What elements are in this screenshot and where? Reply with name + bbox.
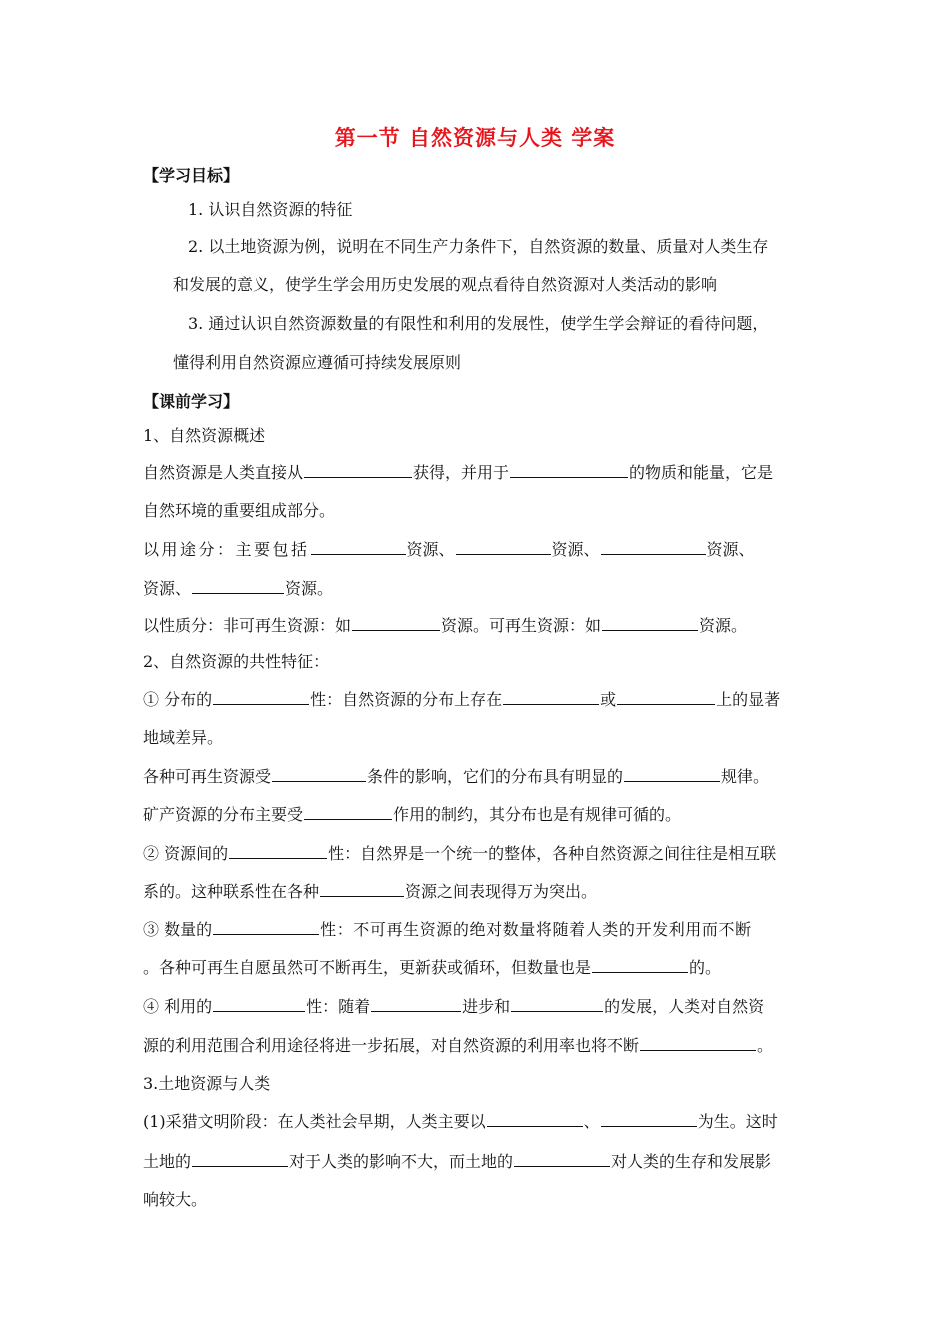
blank[interactable] xyxy=(456,538,551,555)
goal-3-line-2: 懂得利用自然资源应遵循可持续发展原则 xyxy=(173,353,462,372)
blank[interactable] xyxy=(304,461,412,478)
page-title: 第一节 自然资源与人类 学案 xyxy=(334,125,616,150)
goal-2-line-2: 和发展的意义，使学生学会用历史发展的观点看待自然资源对人类活动的影响 xyxy=(173,275,718,294)
para-line: ① 分布的 性：自然资源的分布上存在 或 上的显著 xyxy=(143,690,781,709)
blank[interactable] xyxy=(320,880,404,897)
blank[interactable] xyxy=(311,538,406,555)
blank[interactable] xyxy=(192,577,284,594)
blank[interactable] xyxy=(601,538,706,555)
blank[interactable] xyxy=(213,688,309,705)
goal-3-line-1: 3. 通过认识自然资源数量的有限性和利用的发展性，使学生学会辩证的看待问题， xyxy=(188,314,769,333)
para-line: 响较大。 xyxy=(143,1190,208,1209)
para-line: 以用途分：主要包括 资源、 资源、 资源、 xyxy=(143,540,755,559)
para-line: ③ 数量的 性：不可再生资源的绝对数量将随着人类的开发利用而不断 xyxy=(143,920,752,939)
para-line: ④ 利用的 性：随着 进步和 的发展，人类对自然资 xyxy=(143,997,765,1016)
blank[interactable] xyxy=(640,1034,756,1051)
para-line: 地域差异。 xyxy=(143,728,224,747)
goal-2-line-1: 2. 以土地资源为例，说明在不同生产力条件下，自然资源的数量、质量对人类生存 xyxy=(188,237,769,256)
para-line: 。各种可再生自愿虽然可不断再生，更新获或循环，但数量也是 的。 xyxy=(143,958,722,977)
blank[interactable] xyxy=(304,803,392,820)
blank[interactable] xyxy=(487,1110,583,1127)
subheading-2: 2、自然资源的共性特征： xyxy=(143,652,330,671)
blank[interactable] xyxy=(352,614,440,631)
blank[interactable] xyxy=(503,688,599,705)
para-line: 自然资源是人类直接从 获得，并用于 的物质和能量，它是 xyxy=(143,463,774,482)
para-line: 系的。这种联系性在各种 资源之间表现得万为突出。 xyxy=(143,882,598,901)
goal-1: 1. 认识自然资源的特征 xyxy=(188,200,353,219)
blank[interactable] xyxy=(229,842,327,859)
para-line: 源的利用范围合利用途径将进一步拓展，对自然资源的利用率也将不断 。 xyxy=(143,1036,774,1055)
blank[interactable] xyxy=(602,614,698,631)
blank[interactable] xyxy=(624,765,720,782)
blank[interactable] xyxy=(592,956,688,973)
blank[interactable] xyxy=(601,1110,697,1127)
para-line: 土地的 对于人类的影响不大，而土地的 对人类的生存和发展影 xyxy=(143,1152,772,1171)
para-line: 资源、 资源。 xyxy=(143,579,334,598)
blank[interactable] xyxy=(510,461,628,478)
blank[interactable] xyxy=(213,995,305,1012)
blank[interactable] xyxy=(213,918,319,935)
subheading-3: 3.土地资源与人类 xyxy=(143,1074,271,1093)
para-line: 自然环境的重要组成部分。 xyxy=(143,501,336,520)
para-line: (1)采猎文明阶段：在人类社会早期，人类主要以 、 为生。这时 xyxy=(143,1112,778,1131)
blank[interactable] xyxy=(192,1150,288,1167)
para-line: 以性质分：非可再生资源：如 资源。可再生资源：如 资源。 xyxy=(143,616,748,635)
blank[interactable] xyxy=(617,688,715,705)
blank[interactable] xyxy=(511,995,603,1012)
section-heading-goals: 【学习目标】 xyxy=(143,166,240,185)
para-line: 矿产资源的分布主要受 作用的制约，其分布也是有规律可循的。 xyxy=(143,805,682,824)
subheading-1: 1、自然资源概述 xyxy=(143,426,266,445)
blank[interactable] xyxy=(371,995,461,1012)
para-line: ② 资源间的 性：自然界是一个统一的整体，各种自然资源之间往往是相互联 xyxy=(143,844,777,863)
para-line: 各种可再生资源受 条件的影响，它们的分布具有明显的 规律。 xyxy=(143,767,770,786)
section-heading-pre: 【课前学习】 xyxy=(143,392,240,411)
blank[interactable] xyxy=(272,765,366,782)
blank[interactable] xyxy=(514,1150,610,1167)
